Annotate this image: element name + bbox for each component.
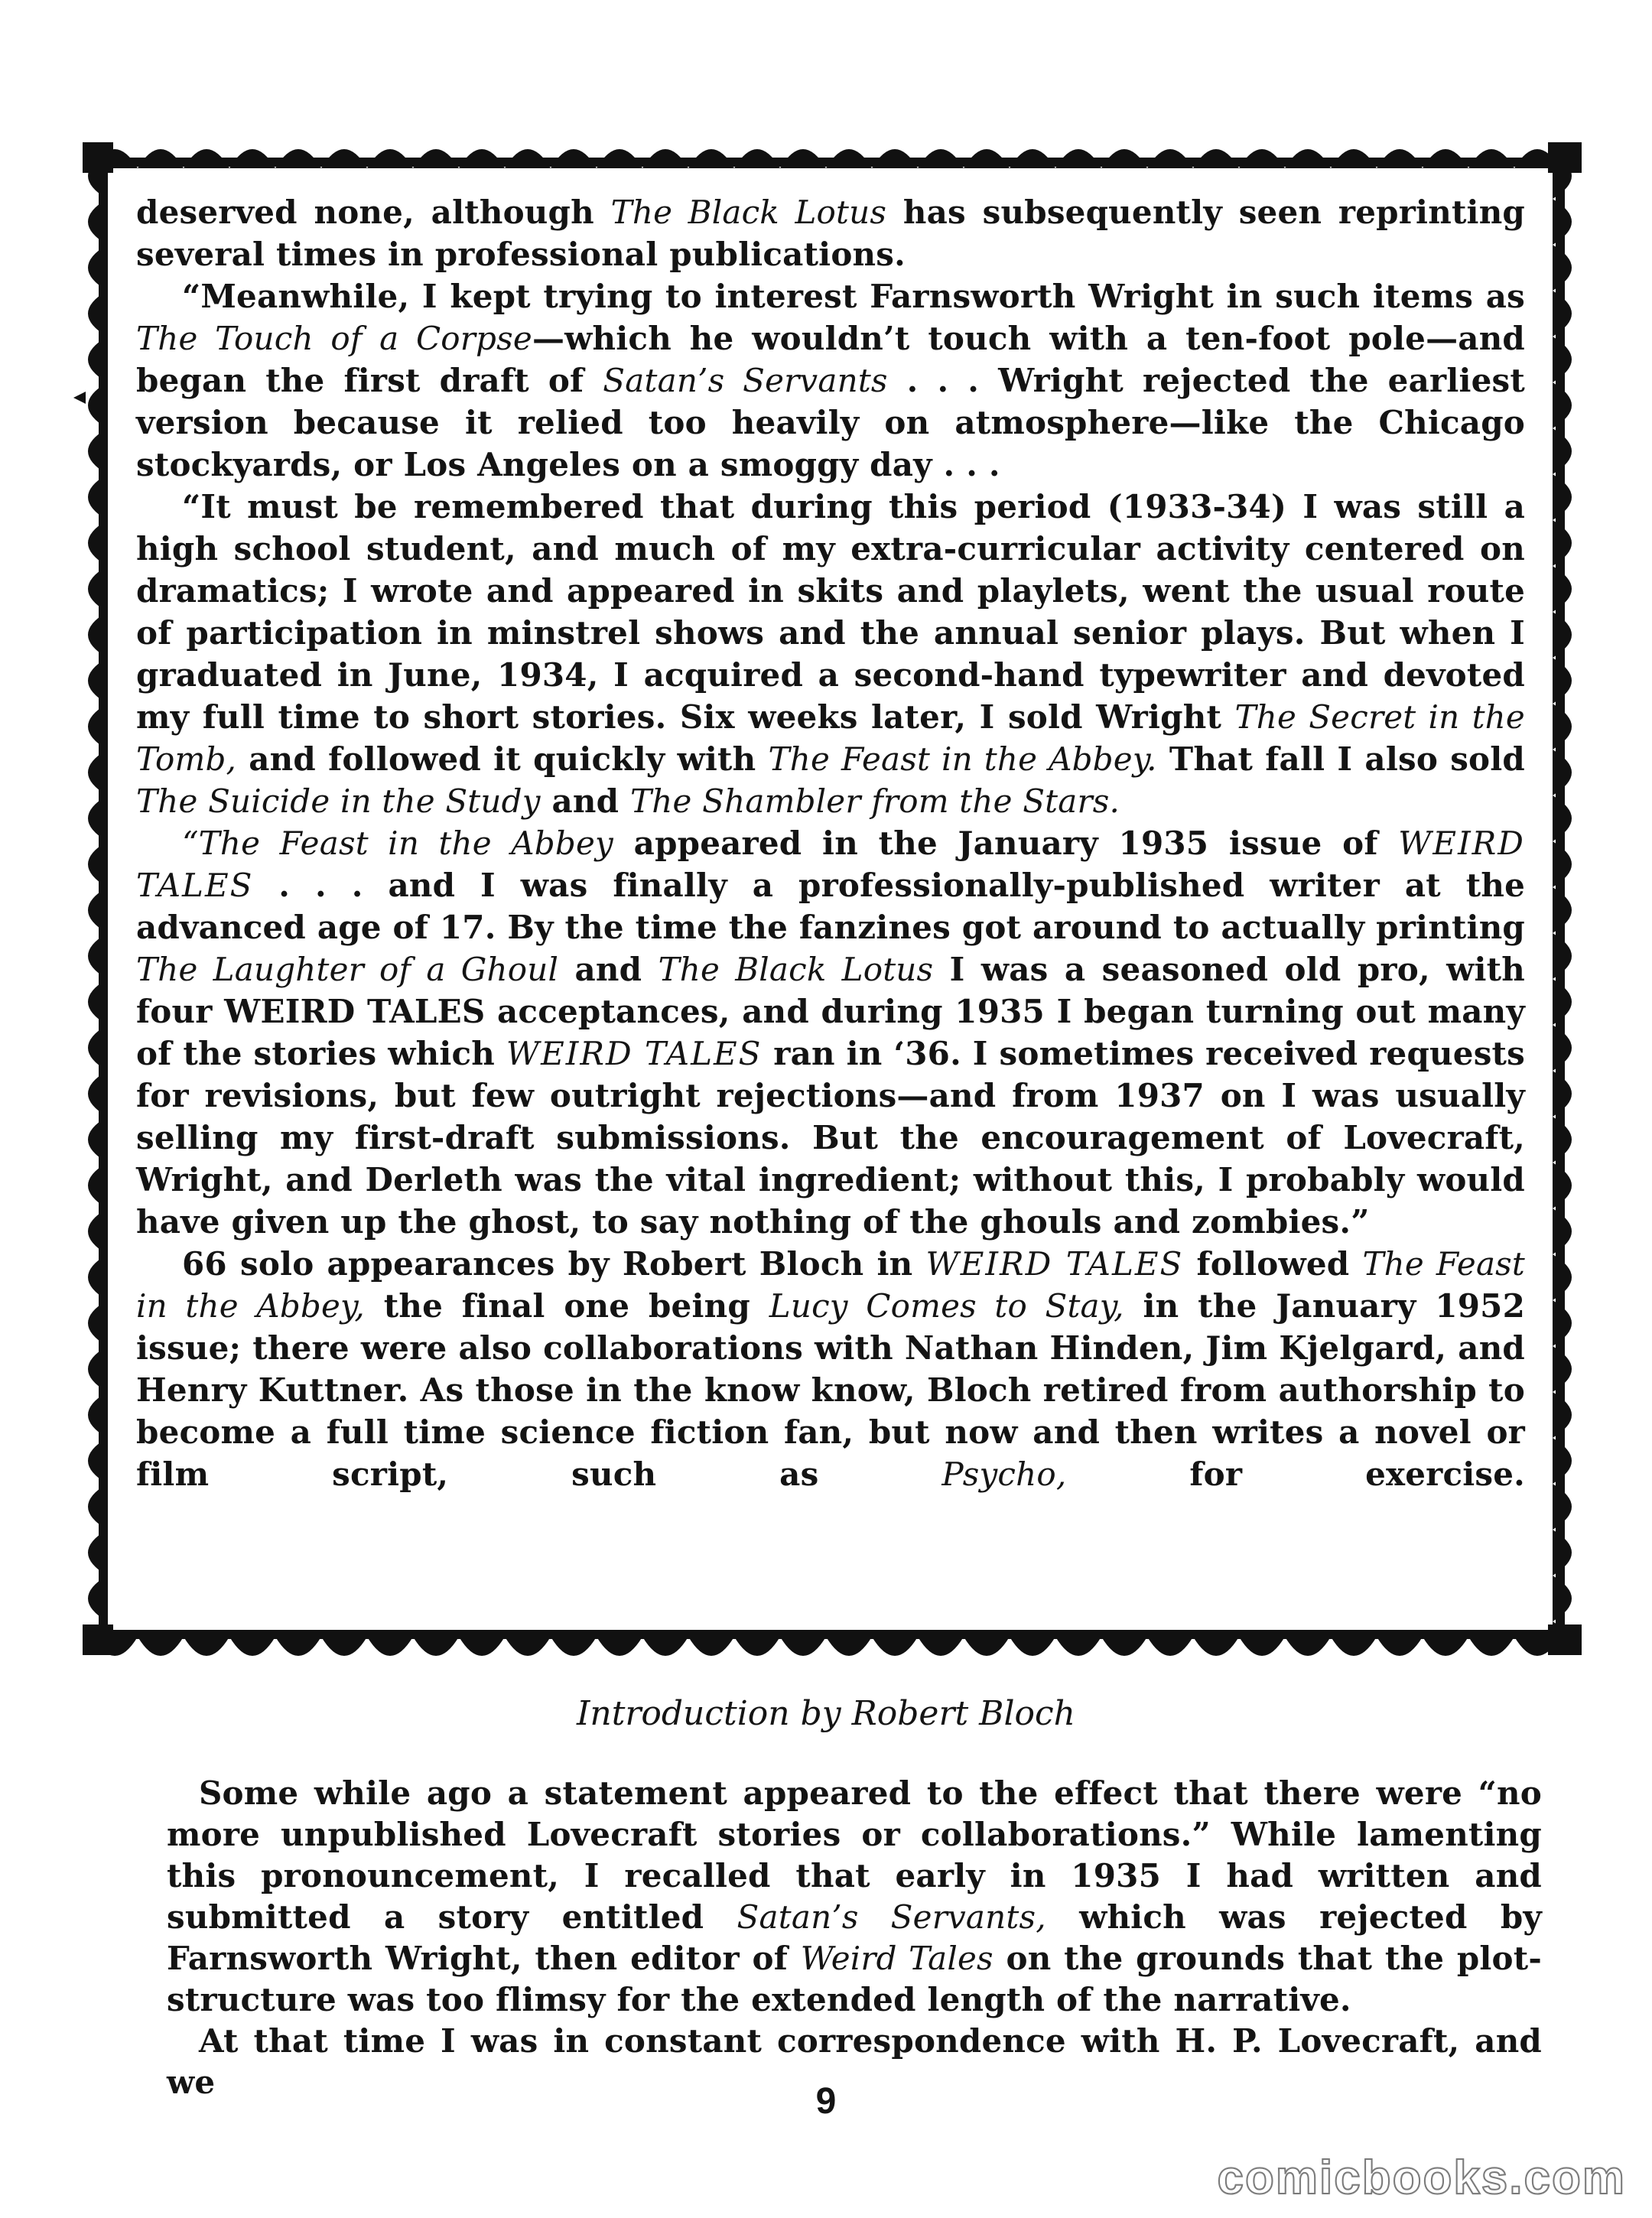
box-paragraph: “It must be remembered that during this period (1933-34) I was still a high school student, and much of my extra-curricular activity centered on dramatics; I wrote and appeared in skits and playlets, went the usual route of participation in minstrel shows and the annual senior plays. But when I graduated in June, 1934, I acquired a second-hand typewriter and devoted my full time to short stories. Six weeks later, I sold Wright The Secret in the Tomb, and followed it quickly with The Feast in the Abbey. That fall I also sold The Suicide in the Study and The Shambler from the Stars. [136, 488, 1525, 820]
intro-paragraph: Some while ago a statement appeared to the effect that there were “no more unpublished Lovecraft stories or collaborations.” While lamenting this pronouncement, I recalled that early in 1935 I had written and submitted a story entitled Satan’s Servants, which was rejected by Farnsworth Wright, then editor of Weird Tales on the grounds that the plot-structure was too flimsy for the extended length of the narrative. [167, 1774, 1542, 2018]
boxed-text [136, 191, 1525, 1629]
page-number: 9 [815, 2081, 837, 2122]
intro-text [167, 1773, 1542, 2103]
intro-heading: Introduction by Robert Bloch [576, 1694, 1076, 1733]
intro-paragraph: At that time I was in constant correspondence with H. P. Lovecraft, and we [167, 2022, 1542, 2101]
box-paragraph: deserved none, although The Black Lotus has subsequently seen reprinting several times in professional publications. [136, 194, 1525, 273]
box-paragraph: 66 solo appearances by Robert Bloch in WEIRD TALES followed The Feast in the Abbey, the final one being Lucy Comes to Stay, in the January 1952 issue; there were also collaborations with Nathan Hinden, Jim Kjelgard, and Henry Kuttner. As those in the know know, Bloch retired from authorship to become a full time science fiction fan, but now and then writes a novel or film script, such as Psycho, for exercise. [136, 1245, 1526, 1493]
watermark: comicbooks.com [1217, 2151, 1626, 2204]
box-paragraph: “The Feast in the Abbey appeared in the January 1935 issue of WEIRD TALES . . . and I was finally a professionally-published writer at the advanced age of 17. By the time the fanzines got around to actually printing The Laughter of a Ghoul and The Black Lotus I was a seasoned old pro, with four WEIRD TALES acceptances, and during 1935 I began turning out many of the stories which WEIRD TALES ran in ‘36. I sometimes received requests for revisions, but few outright rejections—and from 1937 on I was usually selling my first-draft submissions. But the encouragement of Lovecraft, Wright, and Derleth was the vital ingredient; without this, I probably would have given up the ghost, to say nothing of the ghouls and zombies.” [136, 824, 1526, 1241]
box-paragraph: “Meanwhile, I kept trying to interest Farnsworth Wright in such items as The Touch of a Corpse—which he wouldn’t touch with a ten-foot pole—and began the first draft of Satan’s Servants . . . Wright rejected the earliest version because it relied too heavily on atmosphere—like the Chicago stockyards, or Los Angeles on a smoggy day . . . [136, 278, 1525, 483]
